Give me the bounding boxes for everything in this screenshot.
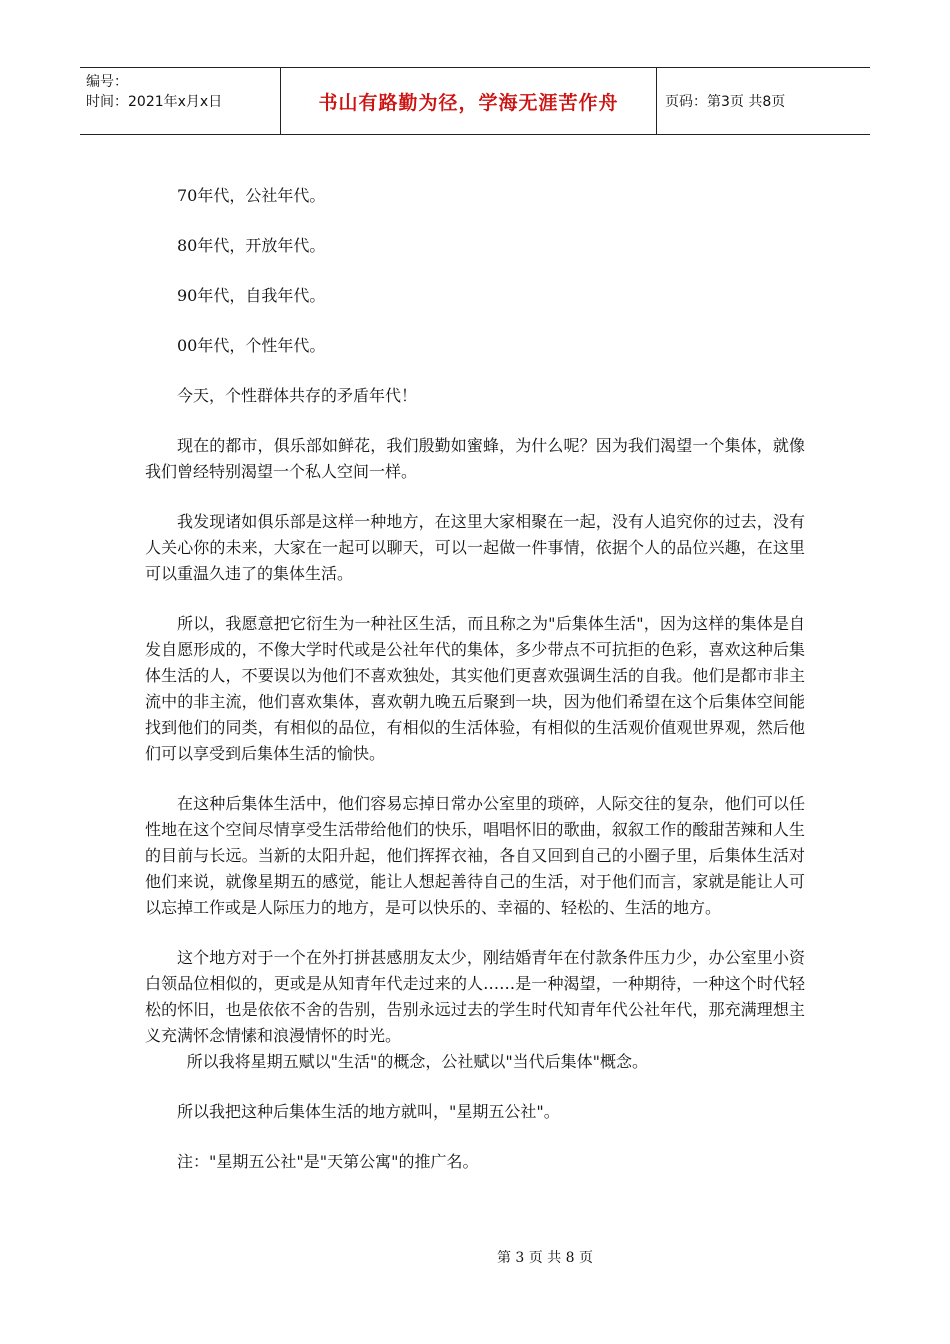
header-motto: 书山有路勤为径，学海无涯苦作舟 [281, 68, 657, 134]
header-page-info: 页码：第3页 共8页 [665, 94, 786, 110]
paragraph: 现在的都市，俱乐部如鲜花，我们殷勤如蜜蜂，为什么呢？因为我们渴望一个集体，就像我们曾经特别渴望一个私人空间一样。 [145, 436, 805, 481]
paragraph: 80年代，开放年代。 [177, 236, 326, 255]
paragraph: 我发现诸如俱乐部是这样一种地方，在这里大家相聚在一起，没有人追究你的过去，没有人关心你的未来，大家在一起可以聊天，可以一起做一件事情，依据个人的品位兴趣，在这里可以重温久违了的集体生活。 [145, 512, 805, 583]
paragraph: 00年代，个性年代。 [177, 336, 326, 355]
paragraph: 这个地方对于一个在外打拼甚感朋友太少，刚结婚青年在付款条件压力少，办公室里小资白领品位相似的，更或是从知青年代走过来的人……是一种渴望，一种期待，一种这个时代轻松的怀旧，也是依依不舍的告别，告别永远过去的学生时代知青年代公社年代，那充满理想主义充满怀念情愫和浪漫情怀的时光。 [145, 948, 805, 1045]
header-meta [80, 68, 281, 134]
document-body [145, 183, 805, 1199]
page-footer: 第 3 页 共 8 页 [496, 1250, 594, 1266]
paragraph: 所以我将星期五赋以"生活"的概念，公社赋以"当代后集体"概念。 [186, 1052, 649, 1071]
paragraph: 注："星期五公社"是"天第公寓"的推广名。 [177, 1152, 479, 1171]
paragraph: 所以我把这种后集体生活的地方就叫，"星期五公社"。 [177, 1102, 560, 1121]
paragraph: 70年代，公社年代。 [177, 186, 326, 205]
document-number-label: 编号： [86, 74, 128, 90]
document-time-label: 时间：2021年x月x日 [86, 94, 223, 110]
paragraph: 在这种后集体生活中，他们容易忘掉日常办公室里的琐碎，人际交往的复杂，他们可以任性地在这个空间尽情享受生活带给他们的快乐，唱唱怀旧的歌曲，叙叙工作的酸甜苦辣和人生的目前与长远。当新的太阳升起，他们挥挥衣袖，各自又回到自己的小圈子里，后集体生活对他们来说，就像星期五的感觉，能让人想起善待自己的生活，对于他们而言，家就是能让人可以忘掉工作或是人际压力的地方，是可以快乐的、幸福的、轻松的、生活的地方。 [145, 794, 805, 917]
page-header [80, 67, 870, 135]
paragraph: 90年代，自我年代。 [177, 286, 326, 305]
paragraph: 今天，个性群体共存的矛盾年代！ [177, 386, 418, 405]
paragraph: 所以，我愿意把它衍生为一种社区生活，而且称之为"后集体生活"，因为这样的集体是自发自愿形成的，不像大学时代或是公社年代的集体，多少带点不可抗拒的色彩，喜欢这种后集体生活的人，不要误以为他们不喜欢独处，其实他们更喜欢强调生活的自我。他们是都市非主流中的非主流，他们喜欢集体，喜欢朝九晚五后聚到一块，因为他们希望在这个后集体空间能找到他们的同类，有相似的品位，有相似的生活体验，有相似的生活观价值观世界观，然后他们可以享受到后集体生活的愉快。 [145, 614, 805, 763]
